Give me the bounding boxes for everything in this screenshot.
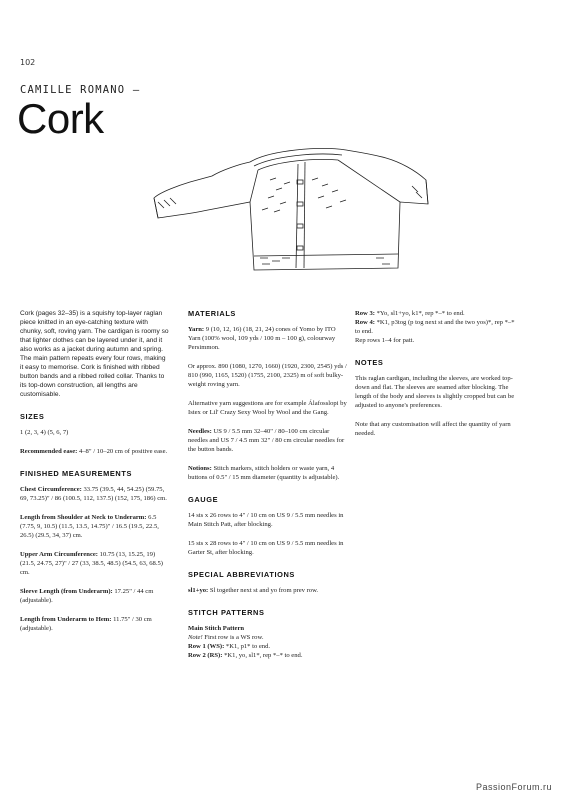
gauge-line: 14 sts x 26 rows to 4" / 10 cm on US 9 / 5.5 mm needles in Main Stitch Patt, after blocking. <box>188 512 344 528</box>
intro-paragraph: Cork (pages 32–35) is a squishy top-layer raglan piece knitted in an eye-catching texture with chunky, soft, roving yarn. The cardigan is roomy so that lighter clothes can be layered under it, and it also works as a jacket during autumn and spring. The main pattern repeats every four rows, making it easy to memorise. Cork is finished with ribbed button bands and a ribbed rolled collar. Thanks to its top-down construction, all lengths are customisable. <box>20 310 169 398</box>
stitch-note <box>188 633 348 642</box>
row-3-value: *Yo, sl1+yo, k1*, rep *–* to end. <box>374 310 465 317</box>
stitch-row-2 <box>188 651 348 660</box>
notes-paragraph: This raglan cardigan, including the sleeves, are worked top-down and flat. The sleeves are seamed after blocking. The length of the body and sleeves is slightly cropped but can be adjusted to anyone's preferences. <box>355 375 515 409</box>
materials-heading: MATERIALS <box>188 309 236 318</box>
notions-value: Stitch markers, stitch holders or waste yarn, 4 buttons of 0.5" / 15 mm diameter (quantity is adjustable). <box>188 465 340 481</box>
ease-value: 4–8" / 10–20 cm of positive ease. <box>77 448 168 455</box>
measurement-value: 17.25" / 44 cm (adjustable). <box>20 588 154 604</box>
stitch-subheading-label: Main Stitch Pattern <box>188 625 245 632</box>
right-column <box>355 309 515 448</box>
abbreviation-item <box>188 586 348 595</box>
measurement-item <box>20 550 170 577</box>
page-number: 102 <box>20 58 36 67</box>
measurement-item <box>20 485 170 503</box>
measurement-label: Chest Circumference: <box>20 486 82 493</box>
needles-label: Needles: <box>188 428 212 435</box>
row-1-label: Row 1 (WS): <box>188 643 225 650</box>
finished-measurements-heading: FINISHED MEASUREMENTS <box>20 469 132 478</box>
left-column <box>20 309 170 643</box>
measurement-label: Sleeve Length (from Underarm): <box>20 588 113 595</box>
stitch-row-1 <box>188 642 348 651</box>
stitch-subheading <box>188 624 348 633</box>
needles-value: US 9 / 5.5 mm 32–40" / 80–100 cm circular needles and US 7 / 4.5 mm 32" / 80 cm circular needles for the button bands. <box>188 428 345 453</box>
measurement-item <box>20 587 170 605</box>
row-2-value: *K1, yo, sl1*, rep *–* to end. <box>222 652 303 659</box>
yarn-info <box>188 325 348 352</box>
sizes-heading: SIZES <box>20 412 45 421</box>
measurement-value: 6.5 (7.75, 9, 10.5) (11.5, 13.5, 14.75)" / 16.5 (19.5, 22.5, 26.5) (29.5, 34, 37) cm. <box>20 514 159 539</box>
row-2-label: Row 2 (RS): <box>188 652 223 659</box>
abbreviations-heading: SPECIAL ABBREVIATIONS <box>188 570 295 579</box>
notions-label: Notions: <box>188 465 212 472</box>
measurement-label: Length from Underarm to Hem: <box>20 616 112 623</box>
abbreviation-value: Sl together next st and yo from prev row. <box>208 587 319 594</box>
ease-label: Recommended ease: <box>20 448 78 455</box>
abbreviation-label: sl1+yo: <box>188 587 209 594</box>
yarn-alternative: Alternative yarn suggestions are for example Álafosslopi by Istex or Lil' Crazy Sexy Wool by Wool and the Gang. <box>188 400 347 416</box>
measurement-value: 11.75" / 30 cm (adjustable). <box>20 616 152 632</box>
yarn-approx: Or approx. 890 (1080, 1270, 1660) (1920, 2300, 2545) yds / 810 (990, 1165, 1520) (1755, 2100, 2325) m of soft bulky-weight roving yarn. <box>188 363 347 388</box>
note-label: Note! <box>188 634 203 641</box>
measurement-item <box>20 615 170 633</box>
stitch-patterns-heading: STITCH PATTERNS <box>188 608 265 617</box>
yarn-value: 9 (10, 12, 16) (18, 21, 24) cones of Yomo by ITO Yarn (100% wool, 109 yds / 100 m – 100 g), colourway Persimmon. <box>188 326 336 351</box>
row-4-label: Row 4: <box>355 319 375 326</box>
watermark: PassionForum.ru <box>475 782 552 792</box>
gauge-heading: GAUGE <box>188 495 219 504</box>
repeat-note: Rep rows 1–4 for patt. <box>355 337 415 344</box>
middle-column <box>188 309 348 660</box>
row-4-value: *K1, p3tog (p tog next st and the two yos)*, rep *–* to end. <box>355 319 515 335</box>
measurement-label: Upper Arm Circumference: <box>20 551 99 558</box>
needles-info <box>188 427 348 454</box>
yarn-label: Yarn: <box>188 326 205 333</box>
measurement-label: Length from Shoulder at Neck to Underarm: <box>20 514 147 521</box>
stitch-row-4 <box>355 318 515 336</box>
stitch-row-3 <box>355 309 515 318</box>
measurement-value: 33.75 (39.5, 44, 54.25) (59.75, 69, 73.25)" / 86 (100.5, 112, 137.5) (152, 175, 186) cm. <box>20 486 167 502</box>
designer-name: CAMILLE ROMANO — <box>20 84 141 96</box>
recommended-ease <box>20 447 170 456</box>
note-value: First row is a WS row. <box>202 634 264 641</box>
measurement-value: 10.75 (13, 15.25, 19) (21.5, 24.75, 27)" / 27 (33, 38.5, 48.5) (54.5, 63, 68.5) cm. <box>20 551 163 576</box>
notes-paragraph: Note that any customisation will affect the quantity of yarn needed. <box>355 421 511 437</box>
cardigan-sketch-icon <box>150 140 430 280</box>
sizes-list: 1 (2, 3, 4) (5, 6, 7) <box>20 429 69 436</box>
row-3-label: Row 3: <box>355 310 375 317</box>
notions-info <box>188 464 348 482</box>
notes-heading: NOTES <box>355 358 384 367</box>
pattern-title: Cork <box>17 95 104 142</box>
gauge-line: 15 sts x 28 rows to 4" / 10 cm on US 9 / 5.5 mm needles in Garter St, after blocking. <box>188 540 344 556</box>
row-1-value: *K1, p1* to end. <box>224 643 271 650</box>
measurement-item <box>20 513 170 540</box>
